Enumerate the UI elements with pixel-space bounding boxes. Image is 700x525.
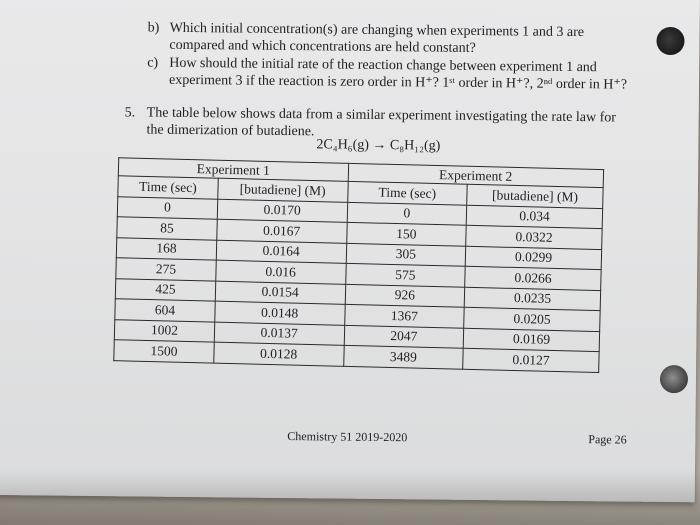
table-cell: 3489 [343,345,463,368]
question-b [147,20,584,59]
table-cell: 0.016 [216,260,346,284]
table-cell: 604 [115,299,215,322]
punch-hole-middle [660,365,688,393]
footer-page-number: Page 26 [588,432,627,447]
table-cell: 1002 [114,319,214,342]
reaction-equation: 2C₄H₆(g) → C₈H₁₂(g) [316,137,441,154]
table-cell: 0.0322 [466,225,602,249]
table-cell: 0.0170 [217,199,347,223]
column-header: Time (sec) [347,181,467,204]
table-cell: 1500 [114,340,214,363]
experiment-1-header: Experiment 1 [118,158,348,182]
table-cell: 305 [346,243,466,266]
page-bottom-shadow [0,470,700,525]
question-b-label: b) [147,20,160,36]
question-b-line2: compared and which concentrations are held constant? [169,37,476,56]
question-5-line1: The table below shows data from a similar experiment investigating the rate law for [146,105,617,126]
footer-course: Chemistry 51 2019-2020 [287,429,408,445]
question-5-line2: the dimerization of butadiene. [146,122,315,140]
table-cell: 0.0164 [216,240,346,264]
table-cell: 0.0154 [215,281,345,305]
question-5-label: 5. [124,105,136,121]
column-header: [butadiene] (M) [467,184,603,208]
table-cell: 168 [116,237,216,260]
table-cell: 0.0266 [465,266,601,290]
butadiene-data-table [113,157,604,372]
table-cell: 0.0148 [215,301,345,325]
column-header: [butadiene] (M) [218,178,348,202]
table-cell: 0.0235 [464,287,600,311]
table-cell: 2047 [344,325,464,348]
table-cell: 1367 [344,304,464,327]
table-cell: 0.0128 [214,342,344,366]
table-cell: 0.0127 [463,348,599,372]
table-cell: 275 [116,258,216,281]
table-cell: 575 [345,263,465,286]
table-cell: 0.0205 [464,307,600,331]
question-c-line2: experiment 3 if the reaction is zero order in H⁺? 1ˢᵗ order in H⁺?, 2ⁿᵈ order in H⁺? [168,72,628,93]
question-b-line1: Which initial concentration(s) are changing when experiments 1 and 3 are [169,20,585,41]
question-c [147,55,627,94]
table-cell: 926 [345,284,465,307]
table-cell: 0.0137 [214,322,344,346]
table-cell: 0.0169 [463,328,599,352]
table-cell: 0 [117,196,217,219]
table-cell: 0.034 [466,205,602,229]
column-header: Time (sec) [118,176,218,199]
table-cell: 425 [115,278,215,301]
table-cell: 150 [346,222,466,245]
punch-hole-top [656,27,684,55]
table-cell: 0.0299 [465,246,601,270]
question-c-line1: How should the initial rate of the reaction change between experiment 1 and [169,55,597,76]
table-cell: 0 [347,202,467,225]
table-cell: 0.0167 [217,219,347,243]
experiment-2-header: Experiment 2 [348,163,604,187]
question-c-label: c) [147,55,159,71]
table-cell: 85 [117,217,217,240]
